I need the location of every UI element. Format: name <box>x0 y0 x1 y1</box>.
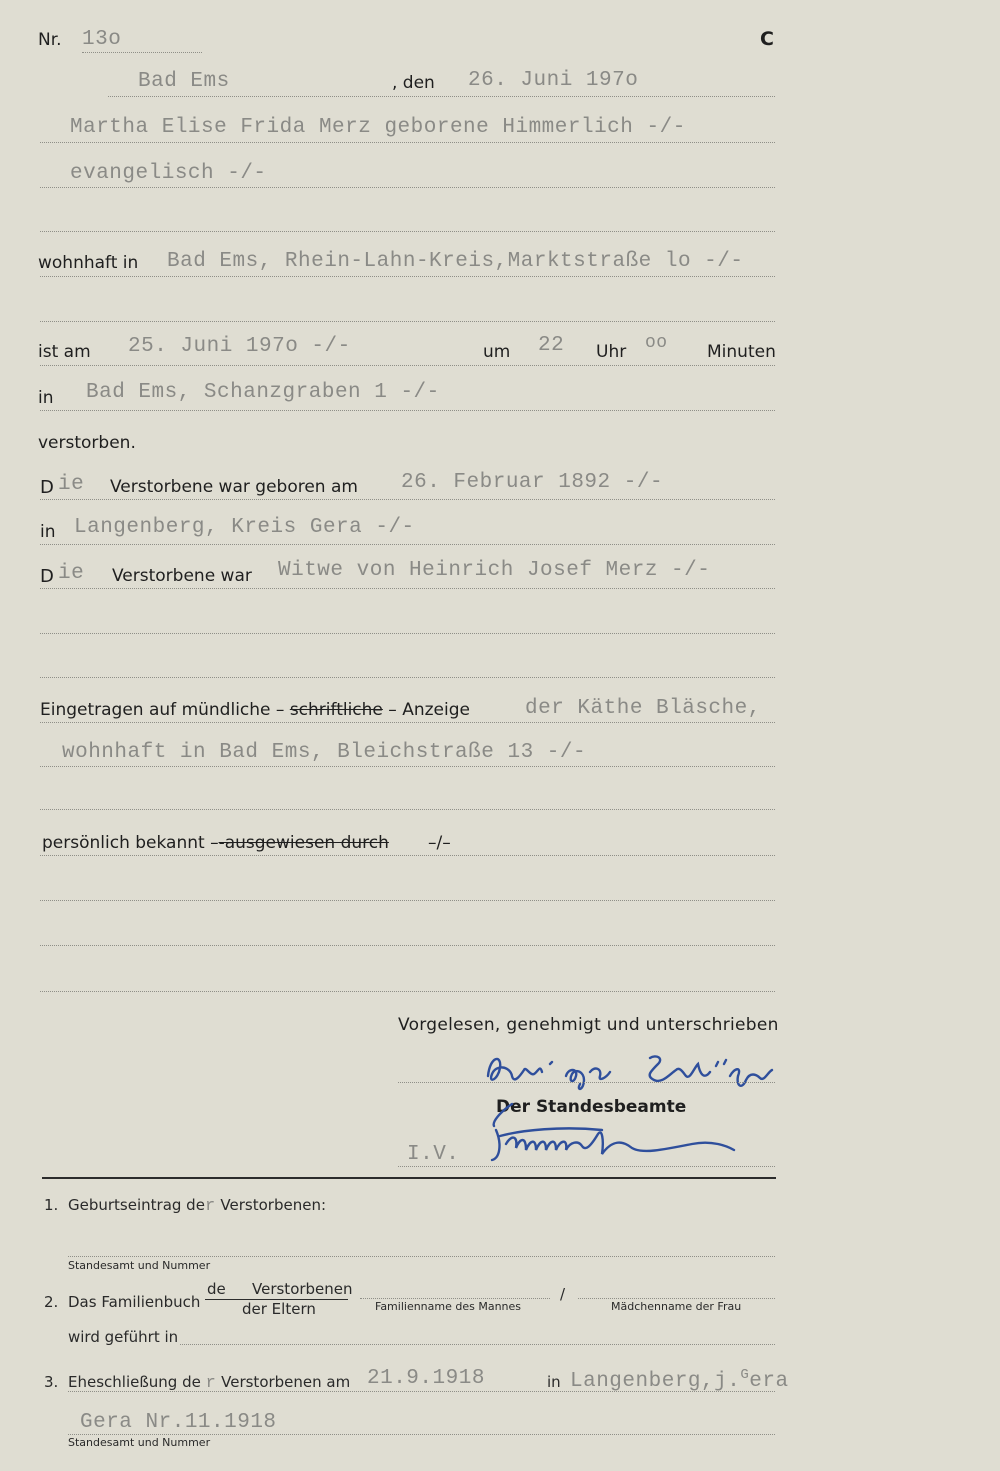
die-typed: ie <box>58 473 85 496</box>
rule <box>40 187 775 188</box>
death-date: 25. Juni 197o -/- <box>128 335 351 358</box>
rule <box>40 722 775 723</box>
report-prefix: Eingetragen auf mündliche – <box>40 700 285 720</box>
rule <box>398 1082 775 1083</box>
official-label: Der Standesbeamte <box>496 1097 687 1117</box>
report-label <box>40 700 470 720</box>
marriage-place-sup: G <box>740 1367 750 1383</box>
note3-label-b: Verstorbenen am <box>221 1373 351 1391</box>
marital-status: Witwe von Heinrich Josef Merz -/- <box>278 559 711 582</box>
rule <box>40 276 775 277</box>
rule <box>40 677 775 678</box>
rule <box>40 321 775 322</box>
uhr-label: Uhr <box>596 342 627 362</box>
birth-label: Verstorbene war geboren am <box>110 477 358 497</box>
register-date: 26. Juni 197o <box>468 69 639 92</box>
identity-value: –/– <box>428 833 451 853</box>
closing-text: Vorgelesen, genehmigt und unterschrieben <box>398 1015 779 1035</box>
rule <box>40 231 775 232</box>
note2-gefuehrt: wird geführt in <box>68 1328 179 1346</box>
register-number: 13o <box>82 28 122 51</box>
rule <box>40 900 775 901</box>
residence-label: wohnhaft in <box>38 253 139 273</box>
rule <box>40 365 775 366</box>
iv-label: I.V. <box>407 1143 460 1166</box>
note2-de: de <box>207 1280 226 1298</box>
form-letter: C <box>760 28 774 50</box>
deceased-name: Martha Elise Frida Merz geborene Himmerlich -/- <box>70 116 686 139</box>
religion-value: evangelisch -/- <box>70 162 267 185</box>
die-label: D <box>40 477 54 498</box>
note2-verstorbenen: Verstorbenen <box>252 1280 353 1298</box>
informant-address: wohnhaft in Bad Ems, Bleichstraße 13 -/- <box>62 741 587 764</box>
rule <box>40 945 775 946</box>
note3-label <box>68 1373 350 1393</box>
place-value: Bad Ems <box>138 70 230 93</box>
note1-number: 1. <box>44 1196 59 1214</box>
identity-label <box>42 833 389 853</box>
status-label: Verstorbene war <box>112 566 252 586</box>
note2-slash: / <box>560 1285 566 1303</box>
note3-label-a: Eheschließung de <box>68 1373 201 1391</box>
note2-eltern: der Eltern <box>242 1300 316 1318</box>
number-label: Nr. <box>38 30 62 50</box>
rule <box>398 1166 775 1167</box>
um-label: um <box>483 342 511 362</box>
rule <box>68 1391 775 1392</box>
number-rule <box>82 52 202 53</box>
birth-place: Langenberg, Kreis Gera -/- <box>74 516 415 539</box>
birth-place-label: in <box>40 522 56 542</box>
birth-date: 26. Februar 1892 -/- <box>401 471 664 494</box>
death-date-label: ist am <box>38 342 91 362</box>
note1-typed: r <box>204 1197 216 1216</box>
minuten-label: Minuten <box>707 342 776 362</box>
rule <box>40 499 775 500</box>
marriage-date: 21.9.1918 <box>367 1367 485 1390</box>
note2-number: 2. <box>44 1293 59 1311</box>
informant-name: der Käthe Bläsche, <box>525 697 761 720</box>
rule <box>578 1298 775 1299</box>
informant-signature <box>480 1046 790 1098</box>
verstorben-label: verstorben. <box>38 433 136 453</box>
rule <box>360 1298 550 1299</box>
standesamt-label: Standesamt und Nummer <box>68 1259 211 1272</box>
identity-struck: -ausgewiesen durch <box>218 833 389 853</box>
marriage-place-a: Langenberg,j. <box>570 1370 741 1393</box>
die-typed: ie <box>58 562 85 585</box>
rule <box>40 633 775 634</box>
marriage-place-end: era <box>749 1370 789 1393</box>
death-place: Bad Ems, Schanzgraben 1 -/- <box>86 381 440 404</box>
note3-in: in <box>547 1373 561 1391</box>
rule <box>68 1434 775 1435</box>
official-signature <box>482 1100 752 1170</box>
rule <box>68 1256 775 1257</box>
marriage-registry: Gera Nr.11.1918 <box>80 1411 277 1434</box>
report-struck: schriftliche <box>289 700 383 720</box>
rule <box>40 588 775 589</box>
rule <box>40 855 775 856</box>
die-label: D <box>40 566 54 587</box>
death-hour: 22 <box>538 334 565 357</box>
death-minutes: oo <box>645 333 668 353</box>
note1-label-b: Verstorbenen: <box>220 1196 327 1214</box>
rule <box>40 142 775 143</box>
rule <box>40 809 775 810</box>
death-place-label: in <box>38 388 54 408</box>
identity-known: persönlich bekannt – <box>42 833 219 853</box>
note1-label <box>68 1196 326 1216</box>
note2-frau-label: Mädchenname der Frau <box>611 1300 742 1313</box>
note2-mann-label: Familienname des Mannes <box>375 1300 522 1313</box>
den-label: , den <box>392 73 435 93</box>
note1-label-a: Geburtseintrag de <box>68 1196 205 1214</box>
rule <box>40 991 775 992</box>
note2-label: Das Familienbuch <box>68 1293 201 1311</box>
note3-number: 3. <box>44 1373 59 1391</box>
section-divider <box>42 1177 776 1179</box>
note3-typed: r <box>205 1374 217 1393</box>
note3-standesamt-label: Standesamt und Nummer <box>68 1436 211 1449</box>
rule <box>108 96 775 97</box>
rule <box>40 766 775 767</box>
rule <box>180 1344 775 1345</box>
rule <box>40 410 775 411</box>
report-suffix: – Anzeige <box>388 700 470 720</box>
marriage-place <box>570 1367 789 1393</box>
residence-value: Bad Ems, Rhein-Lahn-Kreis,Marktstraße lo -/- <box>167 250 744 273</box>
rule <box>40 544 775 545</box>
